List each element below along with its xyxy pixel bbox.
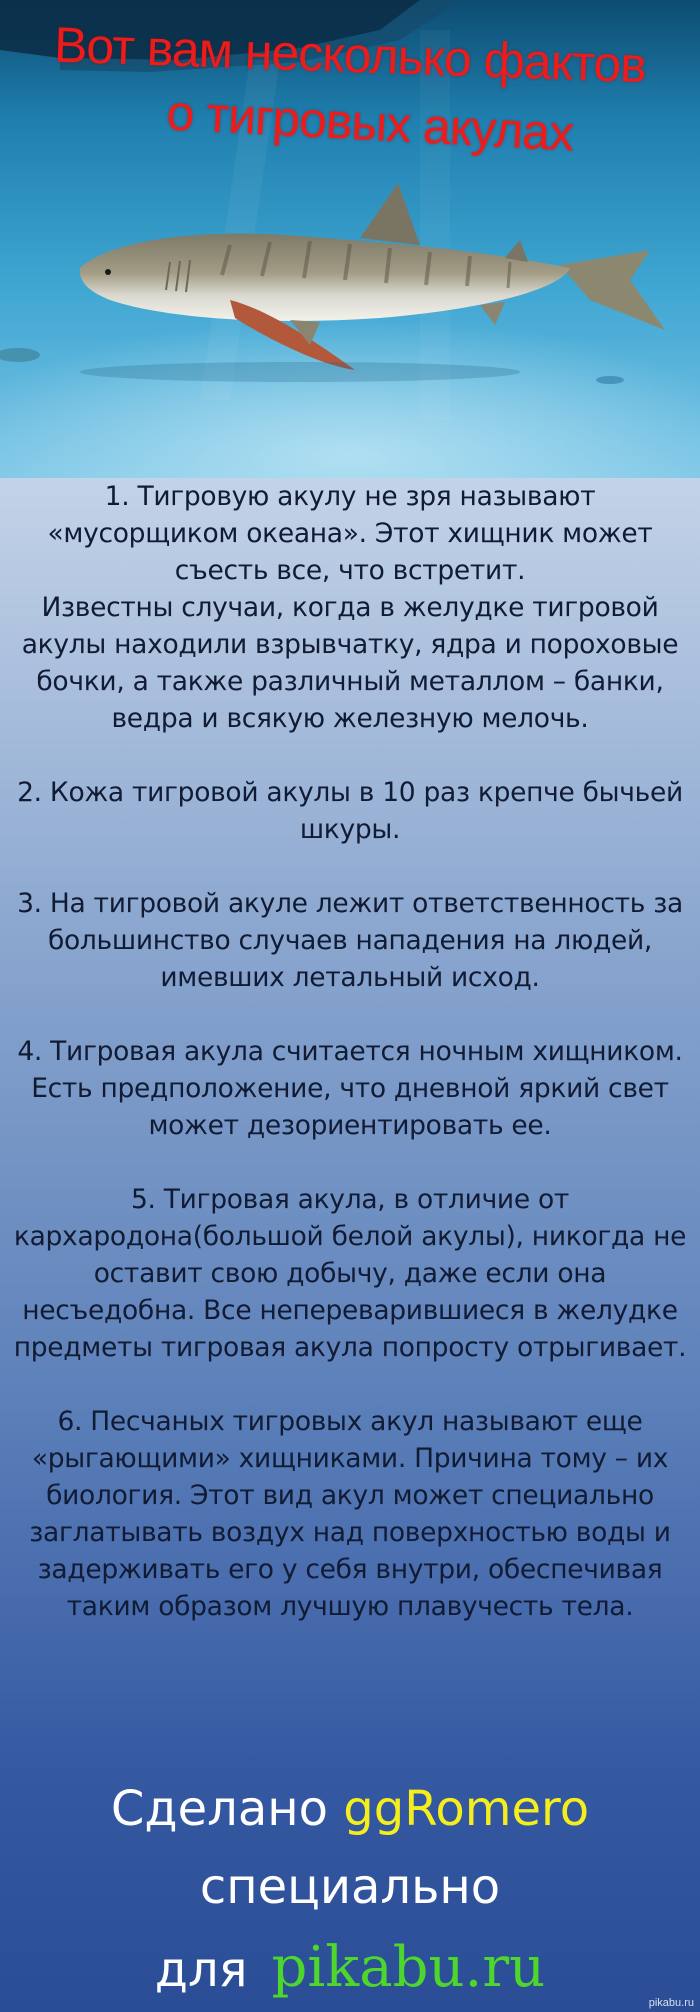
- hero-image: [0, 0, 700, 478]
- hero-title-line-2: о тигровых акулах: [165, 84, 575, 162]
- credit-author: ggRomero: [343, 1781, 590, 1837]
- fact-1-details: Известны случаи, когда в желудке тигровой акулы находили взрывчатку, ядра и пороховые бочки, а также различный металлом – банки, ведра и всякую железную мелочь.: [21, 592, 679, 734]
- fact-1-intro: 1. Тигровую акулу не зря называют «мусорщиком океана». Этот хищник может съесть все, что встретит.: [47, 481, 653, 586]
- credit-line-made-by: [0, 1781, 700, 1837]
- credit-line-specially: специально: [199, 1859, 501, 1915]
- credit-site: pikabu.ru: [271, 1935, 546, 2000]
- fact-5: 5. Тигровая акула, в отличие от кархародона(большой белой акулы), никогда не оставит свою добычу, даже если она несъедобна. Все непереварившиеся в желудке предметы тигровая акула попросту отрыгивает.: [13, 1184, 687, 1363]
- fact-2: 2. Кожа тигровой акулы в 10 раз крепче бычьей шкуры.: [17, 777, 683, 845]
- fact-3: 3. На тигровой акуле лежит ответственность за большинство случаев нападения на людей, имевших летальный исход.: [17, 888, 683, 993]
- credit-for-label: для: [154, 1942, 248, 1998]
- fact-6: 6. Песчаных тигровых акул называют еще «рыгающими» хищниками. Причина тому – их биология. Этот вид акул может специально заглатывать воздух над поверхностью воды и задерживать его у себя внутри, обеспечивая таким образом лучшую плавучесть тела.: [29, 1406, 671, 1622]
- hero-title-line-1: Вот вам несколько фактов: [53, 16, 647, 94]
- facts-list: [8, 478, 692, 1625]
- watermark: pikabu.ru: [648, 1997, 694, 2009]
- credit-line-for-site: [0, 1935, 700, 2000]
- fact-4: 4. Тигровая акула считается ночным хищником. Есть предположение, что дневной яркий свет может дезориентировать ее.: [17, 1036, 683, 1141]
- credit-made-label: Сделано: [110, 1781, 328, 1837]
